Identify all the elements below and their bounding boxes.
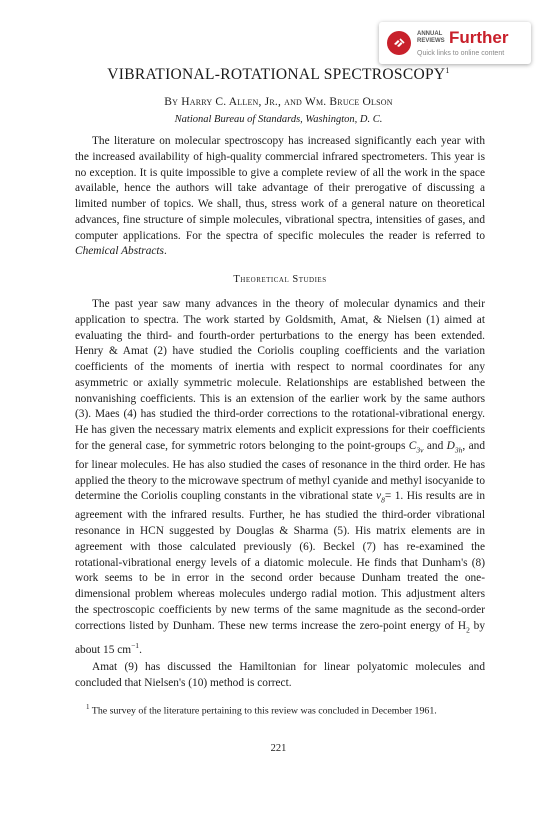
annual-reviews-label: ANNUAL REVIEWS xyxy=(417,31,445,44)
c3v-sub: 3v xyxy=(416,445,424,455)
section-heading: Theoretical Studies xyxy=(233,274,327,285)
further-badge[interactable] xyxy=(379,22,531,64)
c3v-base: C xyxy=(408,439,417,452)
article-authors: By Harry C. Allen, Jr., and Wm. Bruce Olson xyxy=(164,96,393,108)
theory-and: and xyxy=(426,439,444,452)
theory-end: . xyxy=(139,643,142,656)
further-brand: Further xyxy=(449,28,509,47)
theory-paragraph xyxy=(75,297,485,658)
cm-sup: −1 xyxy=(131,640,140,650)
theory-text-b: , and for linear molecules. He has also studied the cases of resonance in the third order. He has applied the theory to the microwave spectrum of methyl cyanide and methyl isocyanide to determine the Coriolis coupling constants in the vibrational state xyxy=(75,439,485,503)
intro-end: . xyxy=(163,245,167,258)
v8-eq: = 1. xyxy=(384,490,404,503)
theory-text-a: The past year saw many advances in the theory of molecular dynamics and their application to spectra. The work started by Goldsmith, Amat, & Nielsen (1) aimed at evaluating the third- and fourth-order perturbations to the energy has been extended. Henry & Amat (2) have studied the Coriolis coupling coefficients and the variation coefficients of the moments of inertia with respect to normal coordinates for any asymmetric or axially symmetric molecule. Relationships are established between the nonvanishing coefficients. This is an extension of the earlier work by the same authors (3). Maes (4) has studied the third-order corrections to the rotational-vibrational energy. He has given the necessary matrix elements and explicit expressions for their coefficients for the general case, for symmetric rotors belonging to the point-groups xyxy=(75,298,485,452)
theory-text-d: by about 15 cm xyxy=(75,619,485,656)
theory-text-c: His results are in agreement with the infrared results. Further, he has studied the third-order vibrational resonance in HCN suggested by Douglas & Sharma (5). His matrix elements are in agreement with those calculated previously (6). Beckel (7) has re-examined the rotational-vibrational energy levels of a diatomic molecule. He finds that Dunham's (8) work seems to be in error in the second order because Dunham treated the one-dimensional problem whereas molecules undergo radial motion. This adjustment alters the spectroscopic coefficients by new terms of the same magnitude as the second-order corrections listed by Dunham. These new terms increase the zero-point energy of H xyxy=(75,490,486,632)
amat-text: Amat (9) has discussed the Hamiltonian for linear polyatomic molecules and concluded that Nielsen's (10) method is correct. xyxy=(75,661,485,689)
article-title xyxy=(60,66,497,84)
chemical-abstracts-ref: Chemical Abstracts xyxy=(75,245,164,258)
c3v-symbol xyxy=(408,439,424,455)
footnote-mark: 1 xyxy=(86,703,90,711)
v8-sub: 8 xyxy=(381,495,385,505)
d3h-base: D xyxy=(446,439,455,452)
h2-sub: 2 xyxy=(466,624,470,634)
page-number: 221 xyxy=(270,743,287,754)
further-link-icon xyxy=(386,30,412,56)
amat-paragraph xyxy=(75,660,485,692)
d3h-sub: 3h xyxy=(454,445,463,455)
quick-links-tagline: Quick links to online content xyxy=(417,50,505,57)
intro-paragraph xyxy=(75,134,485,260)
author-affiliation: National Bureau of Standards, Washington, D. C. xyxy=(174,114,383,125)
v8-base: v xyxy=(376,490,382,503)
d3h-symbol xyxy=(446,439,463,455)
v8-symbol xyxy=(376,490,385,505)
intro-text: The literature on molecular spectroscopy has increased significantly each year with the increased availability of high-quality commercial infrared spectrometers. This year is no exception. It is quite impossible to give a complete review of all the work in the space available, hence the authors will take advantage of their prerogative of discussing a limited number of topics. We shall, thus, stress work of a general nature on theoretical advances, fine structure of simple molecules, vibrational spectra, intensities of gases, and computer applications. For the spectra of specific molecules the reader is referred to xyxy=(75,135,485,242)
footnote xyxy=(75,700,485,718)
title-footnote-mark[interactable]: 1 xyxy=(445,66,450,75)
footnote-text: The survey of the literature pertaining to this review was concluded in December 1961. xyxy=(91,705,437,717)
title-text: VIBRATIONAL-ROTATIONAL SPECTROSCOPY xyxy=(107,66,446,84)
